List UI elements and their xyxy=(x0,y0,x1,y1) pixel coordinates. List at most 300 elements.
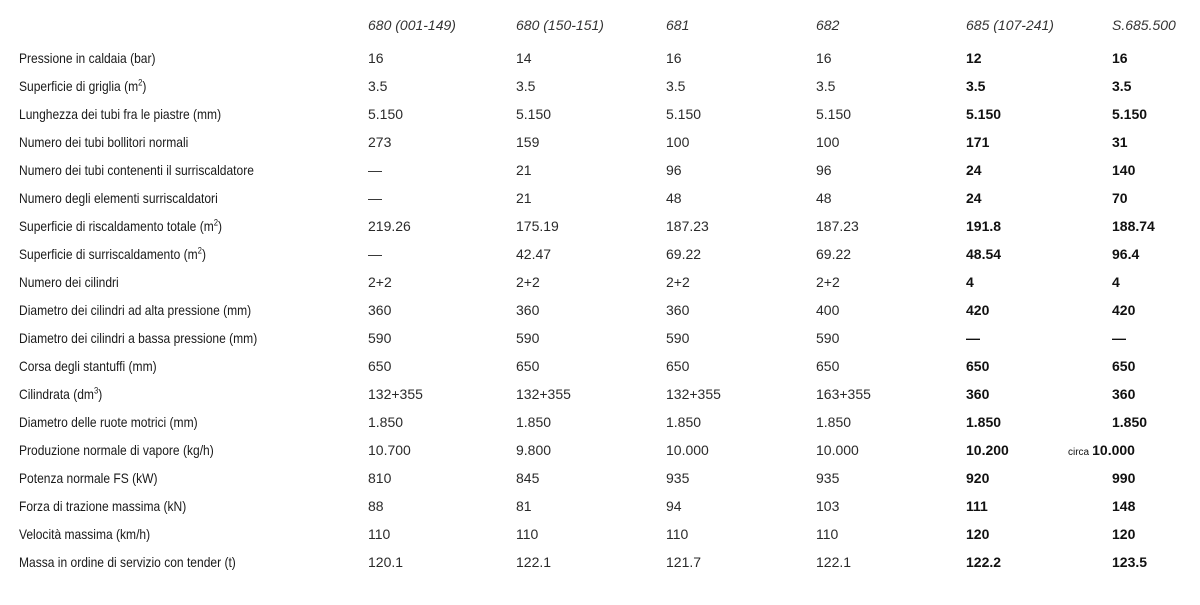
cell-value: 100 xyxy=(666,134,690,150)
table-cell xyxy=(816,470,839,486)
table-cell xyxy=(966,106,1001,122)
table-cell xyxy=(368,554,403,570)
cell-value: 10.000 xyxy=(666,442,709,458)
row-label xyxy=(19,274,119,290)
table-cell xyxy=(666,358,689,374)
table-cell xyxy=(368,274,392,290)
table-cell xyxy=(966,414,1001,430)
unit-exponent: 2 xyxy=(213,217,219,228)
cell-value: 132+355 xyxy=(666,386,721,402)
cell-value: 2+2 xyxy=(368,274,392,290)
cell-value: 48 xyxy=(666,190,682,206)
cell-value: 2+2 xyxy=(516,274,540,290)
column-header: 685 (107-241) xyxy=(966,17,1054,33)
table-cell xyxy=(1112,498,1135,514)
cell-value: 120 xyxy=(1112,526,1136,542)
table-row xyxy=(0,495,1200,523)
row-label-text: Superficie di griglia (m xyxy=(19,78,139,94)
table-cell xyxy=(666,162,682,178)
row-label-text: Superficie di surriscaldamento (m xyxy=(19,246,198,262)
row-label-tail: ) xyxy=(98,386,103,402)
cell-value: 5.150 xyxy=(816,106,852,122)
cell-value: 10.000 xyxy=(816,442,859,458)
cell-value: 14 xyxy=(516,50,532,66)
table-cell xyxy=(666,554,701,570)
cell-value: 360 xyxy=(666,302,690,318)
column-header: 681 xyxy=(666,17,690,33)
table-cell xyxy=(368,218,411,234)
cell-value: 187.23 xyxy=(666,218,709,234)
cell-value: 5.150 xyxy=(1112,106,1148,122)
table-cell xyxy=(816,414,851,430)
unit-exponent: 3 xyxy=(93,385,99,396)
row-label xyxy=(19,470,158,486)
table-row xyxy=(0,243,1200,271)
cell-value: 3.5 xyxy=(666,78,686,94)
table-cell xyxy=(966,162,982,178)
cell-value: 110 xyxy=(516,526,539,542)
row-label xyxy=(19,498,186,514)
row-label xyxy=(19,554,236,570)
cell-value: 4 xyxy=(1112,274,1120,290)
row-label-text: Produzione normale di vapore (kg/h) xyxy=(19,442,214,458)
table-cell xyxy=(368,134,391,150)
cell-value: 3.5 xyxy=(966,78,986,94)
row-label-text: Diametro dei cilindri ad alta pressione (mm) xyxy=(19,302,252,318)
table-cell xyxy=(666,246,701,262)
table-cell xyxy=(1112,218,1155,234)
cell-value: 1.850 xyxy=(666,414,702,430)
cell-value: 16 xyxy=(368,50,384,66)
cell-value: 188.74 xyxy=(1112,218,1155,234)
row-label-tail: ) xyxy=(142,78,147,94)
cell-value: 273 xyxy=(368,134,392,150)
column-header: S.685.500 xyxy=(1112,17,1176,33)
table-cell xyxy=(816,78,835,94)
cell-value: 42.47 xyxy=(516,246,552,262)
cell-value: 5.150 xyxy=(368,106,404,122)
cell-value: 400 xyxy=(816,302,840,318)
table-cell xyxy=(1068,442,1135,458)
table-cell xyxy=(966,218,1001,234)
table-cell xyxy=(516,442,551,458)
cell-value: 650 xyxy=(516,358,540,374)
table-cell xyxy=(816,442,859,458)
cell-value: 110 xyxy=(666,526,689,542)
cell-value: 120 xyxy=(966,526,990,542)
table-cell xyxy=(816,386,871,402)
column-header: 680 (001-149) xyxy=(368,17,456,33)
cell-value: 16 xyxy=(666,50,682,66)
cell-value: 122.1 xyxy=(816,554,852,570)
table-cell xyxy=(516,554,551,570)
cell-value: 2+2 xyxy=(666,274,690,290)
table-cell xyxy=(368,470,391,486)
row-label-text: Numero dei cilindri xyxy=(19,274,119,290)
cell-value: 48 xyxy=(816,190,832,206)
table-cell xyxy=(966,134,989,150)
table-cell xyxy=(666,386,721,402)
cell-value: 650 xyxy=(1112,358,1136,374)
table-cell xyxy=(1112,106,1147,122)
table-cell xyxy=(966,330,980,346)
cell-value: 48.54 xyxy=(966,246,1002,262)
cell-value: 16 xyxy=(816,50,832,66)
table-cell xyxy=(816,498,839,514)
cell-value: 3.5 xyxy=(368,78,388,94)
table-row xyxy=(0,159,1200,187)
table-cell xyxy=(666,106,701,122)
table-cell xyxy=(516,162,532,178)
table-cell xyxy=(666,218,709,234)
cell-value: 420 xyxy=(1112,302,1136,318)
cell-value: 96 xyxy=(666,162,682,178)
table-cell xyxy=(816,358,839,374)
cell-value: 935 xyxy=(666,470,690,486)
table-cell xyxy=(666,526,688,542)
row-label-text: Diametro delle ruote motrici (mm) xyxy=(19,414,198,430)
cell-value: 171 xyxy=(966,134,990,150)
table-row xyxy=(0,327,1200,355)
cell-value: — xyxy=(368,190,382,206)
row-label-text: Numero dei tubi contenenti il surriscaldatore xyxy=(19,162,254,178)
table-cell xyxy=(666,190,682,206)
cell-value: — xyxy=(368,246,382,262)
table-cell xyxy=(966,302,989,318)
table-row xyxy=(0,467,1200,495)
row-label xyxy=(19,330,257,346)
table-cell xyxy=(816,526,838,542)
cell-value: 16 xyxy=(1112,50,1128,66)
row-label xyxy=(19,106,221,122)
table-cell xyxy=(516,498,532,514)
table-row xyxy=(0,103,1200,131)
table-row xyxy=(0,75,1200,103)
table-row xyxy=(0,131,1200,159)
table-cell xyxy=(516,386,571,402)
cell-value: 1.850 xyxy=(1112,414,1148,430)
table-cell xyxy=(816,190,832,206)
table-cell xyxy=(816,134,839,150)
table-cell xyxy=(816,246,851,262)
row-label-text: Numero degli elementi surriscaldatori xyxy=(19,190,218,206)
table-cell xyxy=(816,50,832,66)
cell-value: 24 xyxy=(966,190,982,206)
table-cell xyxy=(368,162,382,178)
row-label xyxy=(19,78,146,94)
row-label-text: Pressione in caldaia (bar) xyxy=(19,50,156,66)
cell-value: 5.150 xyxy=(666,106,702,122)
cell-value: — xyxy=(966,330,980,346)
cell-value: 120.1 xyxy=(368,554,404,570)
unit-exponent: 2 xyxy=(197,245,202,256)
cell-value: 360 xyxy=(368,302,392,318)
table-cell xyxy=(1112,302,1135,318)
table-cell xyxy=(368,78,387,94)
cell-value: 159 xyxy=(516,134,540,150)
table-cell xyxy=(368,246,382,262)
row-label-tail: ) xyxy=(201,246,206,262)
table-cell xyxy=(1112,246,1139,262)
cell-value: 110 xyxy=(368,526,391,542)
cell-value: 88 xyxy=(368,498,384,514)
row-label-text: Velocità massima (km/h) xyxy=(19,526,151,542)
table-cell xyxy=(966,246,1001,262)
table-cell xyxy=(1112,554,1147,570)
cell-value: 219.26 xyxy=(368,218,411,234)
cell-value: 935 xyxy=(816,470,840,486)
cell-value: 21 xyxy=(516,190,532,206)
row-label xyxy=(19,302,251,318)
table-cell xyxy=(1112,470,1135,486)
cell-value: 148 xyxy=(1112,498,1136,514)
cell-value: 920 xyxy=(966,470,990,486)
cell-value: 110 xyxy=(816,526,839,542)
cell-value: 31 xyxy=(1112,134,1128,150)
cell-value: 990 xyxy=(1112,470,1136,486)
cell-value: 10.700 xyxy=(368,442,411,458)
table-cell xyxy=(666,470,689,486)
table-cell xyxy=(1112,414,1147,430)
row-label xyxy=(19,134,188,150)
cell-value: 3.5 xyxy=(516,78,536,94)
table-cell xyxy=(666,78,685,94)
cell-value: 845 xyxy=(516,470,540,486)
cell-value: 4 xyxy=(966,274,974,290)
table-cell xyxy=(516,190,532,206)
cell-value: 590 xyxy=(816,330,840,346)
table-cell xyxy=(1112,526,1135,542)
table-row xyxy=(0,523,1200,551)
table-cell xyxy=(966,554,1001,570)
cell-value: 163+355 xyxy=(816,386,871,402)
cell-value: 96.4 xyxy=(1112,246,1140,262)
table-cell xyxy=(1112,50,1128,66)
table-cell xyxy=(966,190,982,206)
table-cell xyxy=(966,274,974,290)
row-label-text: Cilindrata (dm xyxy=(19,386,94,402)
row-label xyxy=(19,246,206,262)
cell-value: 121.7 xyxy=(666,554,702,570)
table-cell xyxy=(816,274,840,290)
row-label-text: Massa in ordine di servizio con tender (t) xyxy=(19,554,236,570)
table-cell xyxy=(516,526,538,542)
table-cell xyxy=(368,414,403,430)
cell-value: 12 xyxy=(966,50,982,66)
cell-value: 10.000 xyxy=(1092,442,1135,458)
column-header: 682 xyxy=(816,17,840,33)
cell-value: 191.8 xyxy=(966,218,1002,234)
cell-value: 21 xyxy=(516,162,532,178)
cell-value: 187.23 xyxy=(816,218,859,234)
row-label-text: Lunghezza dei tubi fra le piastre (mm) xyxy=(19,106,222,122)
row-label xyxy=(19,50,156,66)
cell-value: 24 xyxy=(966,162,982,178)
table-row xyxy=(0,47,1200,75)
table-cell xyxy=(966,358,989,374)
cell-value: 810 xyxy=(368,470,392,486)
table-cell xyxy=(368,498,384,514)
cell-value: 1.850 xyxy=(368,414,404,430)
table-cell xyxy=(368,526,390,542)
cell-value: 100 xyxy=(816,134,840,150)
row-label xyxy=(19,358,157,374)
row-label-text: Corsa degli stantuffi (mm) xyxy=(19,358,157,374)
table-row xyxy=(0,383,1200,411)
table-cell xyxy=(368,330,391,346)
table-cell xyxy=(666,442,709,458)
table-cell xyxy=(516,246,551,262)
table-cell xyxy=(666,274,690,290)
cell-value: 175.19 xyxy=(516,218,559,234)
table-row xyxy=(0,187,1200,215)
cell-value: 132+355 xyxy=(368,386,423,402)
table-cell xyxy=(816,330,839,346)
cell-value: 1.850 xyxy=(816,414,852,430)
cell-value: 650 xyxy=(368,358,392,374)
row-label-text: Numero dei tubi bollitori normali xyxy=(19,134,189,150)
cell-value: 3.5 xyxy=(1112,78,1132,94)
table-cell xyxy=(666,330,689,346)
table-cell xyxy=(516,274,540,290)
cell-value: 650 xyxy=(816,358,840,374)
cell-value: 1.850 xyxy=(966,414,1002,430)
cell-value: 69.22 xyxy=(666,246,702,262)
cell-value: 69.22 xyxy=(816,246,852,262)
table-cell xyxy=(966,498,988,514)
table-cell xyxy=(516,134,539,150)
row-label-text: Diametro dei cilindri a bassa pressione (mm) xyxy=(19,330,258,346)
table-cell xyxy=(666,50,682,66)
table-cell xyxy=(966,442,1009,458)
row-label xyxy=(19,386,102,402)
table-row xyxy=(0,439,1200,467)
table-cell xyxy=(516,358,539,374)
table-cell xyxy=(368,386,423,402)
table-cell xyxy=(1112,162,1135,178)
cell-value: 122.1 xyxy=(516,554,552,570)
cell-value: 111 xyxy=(966,498,988,514)
table-cell xyxy=(816,302,839,318)
value-qualifier: circa xyxy=(1068,447,1090,458)
cell-value: — xyxy=(1112,330,1126,346)
table-cell xyxy=(666,498,682,514)
table-cell xyxy=(816,554,851,570)
row-label-tail: ) xyxy=(218,218,223,234)
table-cell xyxy=(516,302,539,318)
table-cell xyxy=(1112,386,1135,402)
cell-value: 360 xyxy=(516,302,540,318)
table-cell xyxy=(666,302,689,318)
cell-value: 1.850 xyxy=(516,414,552,430)
table-cell xyxy=(816,162,832,178)
cell-value: 140 xyxy=(1112,162,1136,178)
row-label xyxy=(19,526,150,542)
table-row xyxy=(0,551,1200,579)
table-cell xyxy=(516,218,559,234)
table-cell xyxy=(1112,190,1128,206)
table-cell xyxy=(368,50,384,66)
cell-value: 360 xyxy=(1112,386,1136,402)
cell-value: 5.150 xyxy=(516,106,552,122)
table-cell xyxy=(368,106,403,122)
cell-value: 94 xyxy=(666,498,682,514)
cell-value: 360 xyxy=(966,386,990,402)
cell-value: 590 xyxy=(516,330,540,346)
row-label xyxy=(19,162,254,178)
table-row xyxy=(0,299,1200,327)
table-cell xyxy=(816,106,851,122)
column-header: 680 (150-151) xyxy=(516,17,604,33)
table-cell xyxy=(516,414,551,430)
table-cell xyxy=(966,386,989,402)
table-cell xyxy=(368,442,411,458)
row-label xyxy=(19,218,222,234)
cell-value: 132+355 xyxy=(516,386,571,402)
table-cell xyxy=(1112,330,1126,346)
row-label xyxy=(19,190,218,206)
cell-value: 10.200 xyxy=(966,442,1009,458)
cell-value: 96 xyxy=(816,162,832,178)
table-cell xyxy=(368,358,391,374)
table-cell xyxy=(666,414,701,430)
cell-value: — xyxy=(368,162,382,178)
table-cell xyxy=(516,50,532,66)
table-cell xyxy=(666,134,689,150)
row-label-text: Potenza normale FS (kW) xyxy=(19,470,158,486)
cell-value: 650 xyxy=(966,358,990,374)
cell-value: 122.2 xyxy=(966,554,1002,570)
table-cell xyxy=(516,106,551,122)
cell-value: 2+2 xyxy=(816,274,840,290)
table-row xyxy=(0,215,1200,243)
table-cell xyxy=(816,218,859,234)
table-cell xyxy=(966,50,982,66)
cell-value: 5.150 xyxy=(966,106,1002,122)
table-row xyxy=(0,271,1200,299)
table-cell xyxy=(1112,274,1120,290)
table-row xyxy=(0,355,1200,383)
cell-value: 103 xyxy=(816,498,840,514)
row-label xyxy=(19,414,198,430)
table-cell xyxy=(1112,358,1135,374)
table-cell xyxy=(368,302,391,318)
table-cell xyxy=(516,78,535,94)
table-cell xyxy=(516,330,539,346)
cell-value: 420 xyxy=(966,302,990,318)
table-cell xyxy=(1112,78,1131,94)
table-cell xyxy=(368,190,382,206)
table-cell xyxy=(966,78,985,94)
cell-value: 3.5 xyxy=(816,78,836,94)
cell-value: 123.5 xyxy=(1112,554,1148,570)
cell-value: 81 xyxy=(516,498,532,514)
table-row xyxy=(0,411,1200,439)
row-label-text: Superficie di riscaldamento totale (m xyxy=(19,218,214,234)
cell-value: 70 xyxy=(1112,190,1128,206)
cell-value: 650 xyxy=(666,358,690,374)
table-cell xyxy=(966,470,989,486)
cell-value: 9.800 xyxy=(516,442,552,458)
table-cell xyxy=(966,526,989,542)
table-cell xyxy=(1112,134,1128,150)
row-label-text: Forza di trazione massima (kN) xyxy=(19,498,187,514)
cell-value: 590 xyxy=(368,330,392,346)
unit-exponent: 2 xyxy=(138,77,143,88)
cell-value: 590 xyxy=(666,330,690,346)
row-label xyxy=(19,442,214,458)
table-cell xyxy=(516,470,539,486)
